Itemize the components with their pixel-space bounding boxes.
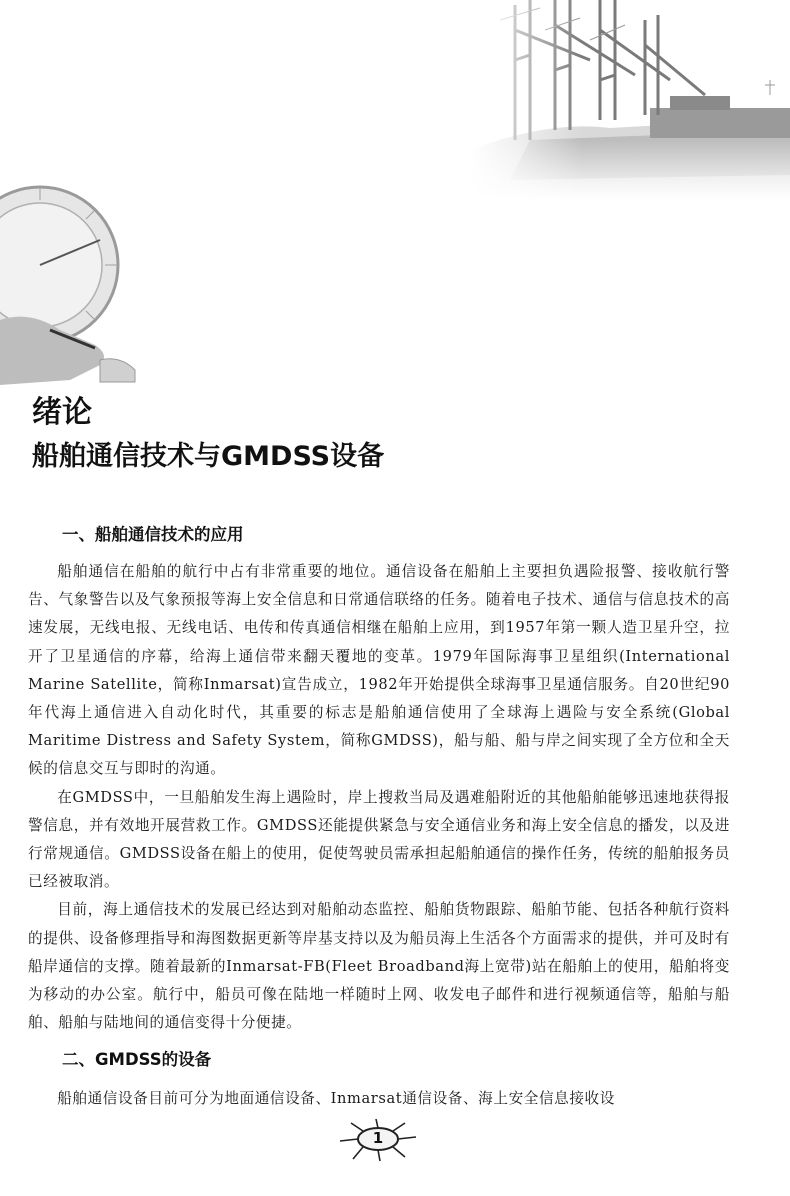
page-footer	[335, 1117, 421, 1177]
section-heading: 二、GMDSS的设备	[62, 1050, 212, 1070]
paragraph: 船舶通信在船舶的航行中占有非常重要的地位。通信设备在船舶上主要担负遇险报警、接收航行警告、气象警告以及气象预报等海上安全信息和日常通信联络的任务。随着电子技术、通信与信息技术的高速发展，无线电报、无线电话、电传和传真通信相继在船舶上应用，到1957年第一颗人造卫星升空，拉开了卫星通信的序幕，给海上通信带来翻天覆地的变革。1979年国际海事卫星组织(International Marine Satellite，简称Inmarsat)宣告成立，1982年开始提供全球海事卫星通信服务。自20世纪90年代海上通信进入自动化时代，其重要的标志是船舶通信使用了全球海上遇险与安全系统(Global Maritime Distress and Safety System，简称GMDSS)，船与船、船与岸之间实现了全方位和全天候的信息交互与即时的沟通。	[28, 563, 730, 778]
compass-illustration	[0, 170, 140, 385]
body-content	[28, 520, 730, 1114]
chapter-label: 绪论	[32, 395, 92, 430]
paragraph: 目前，海上通信技术的发展已经达到对船舶动态监控、船舶货物跟踪、船舶节能、包括各种航行资料的提供、设备修理指导和海图数据更新等岸基支持以及为船员海上生活各个方面需求的提供，并可及时有船岸通信的支撑。随着最新的Inmarsat-FB(Fleet Broadband海上宽带)站在船舶上的使用，船舶将变为移动的办公室。航行中，船员可像在陆地一样随时上网、收发电子邮件和进行视频通信等，船舶与船舶、船舶与陆地间的通信变得十分便捷。	[28, 901, 730, 1032]
harbor-cranes-illustration	[470, 0, 790, 200]
page-number: 1	[372, 1129, 384, 1147]
paragraph: 船舶通信设备目前可分为地面通信设备、Inmarsat通信设备、海上安全信息接收设	[57, 1090, 615, 1108]
chapter-title: 船舶通信技术与GMDSS设备	[32, 441, 385, 472]
section-heading: 一、船舶通信技术的应用	[62, 525, 244, 544]
paragraph: 在GMDSS中，一旦船舶发生海上遇险时，岸上搜救当局及遇难船附近的其他船舶能够迅速地获得报警信息，并有效地开展营救工作。GMDSS还能提供紧急与安全通信业务和海上安全信息的播发，以及进行常规通信。GMDSS设备在船上的使用，促使驾驶员需承担起船舶通信的操作任务，传统的船舶报务员已经被取消。	[28, 788, 730, 891]
